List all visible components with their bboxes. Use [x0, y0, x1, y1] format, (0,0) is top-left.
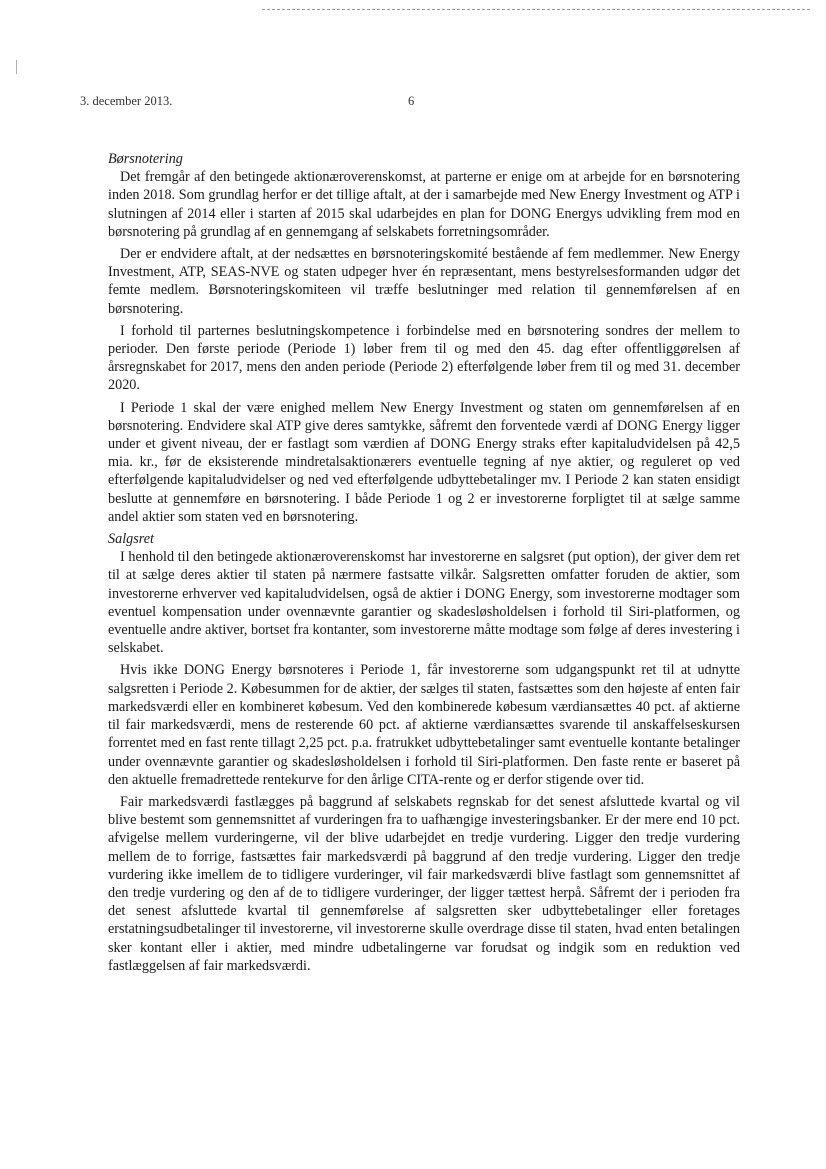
paragraph: Fair markedsværdi fastlægges på baggrund af selskabets regnskab for det senest afsluttede kvartal og vil blive bestemt som gennemsnittet af vurderingen fra to uafhængige investeringsbanker. Er der mere end 10 pct. afvigelse mellem vurderingerne, vil der blive udarbejdet en tredje vurdering. Ligger den tredje vurdering mellem de to forrige, fastsættes fair markedsværdi på baggrund af den tredje vurdering. Ligger den tredje vurdering ikke imellem de to tidligere vurderinger, vil fair markedsværdi blive fastlagt som gennemsnittet af den tredje vurdering og den af de to tidligere vurderinger, der ligger tættest herpå. Såfremt der i perioden fra det senest afsluttede kvartal til gennemførelse af salgsretten sker udbyttebetalinger eller foretages erstatningsudbetalinger til investorerne, vil investorerne skulle overdrage disse til staten, hvad enten betalingen sker kontant eller i aktier, med mindre udbetalingerne var forudsat og indgik som en reduktion ved fastlæggelsen af fair markedsværdi.	[108, 793, 740, 974]
section-heading: Salgsret	[108, 531, 154, 548]
scan-artifact-mark	[16, 60, 17, 74]
page-number: 6	[408, 94, 415, 108]
paragraph: Hvis ikke DONG Energy børsnoteres i Periode 1, får investorerne som udgangspunkt ret til at udnytte salgsretten i Periode 2. Købesummen for de aktier, der sælges til staten, fastsættes som den højeste af enten fair markedsværdi eller en kombineret købesum. Ved den kombinerede købesum værdiansættes 40 pct. af aktierne til fair markedsværdi, mens de resterende 60 pct. af aktierne værdiansættes svarende til anskaffelseskursen forrentet med en fast rente tillagt 2,25 pct. p.a. fratrukket udbyttebetalinger samt eventuelle kontante betalinger under ovennævnte garantier og skadesløsholdelsen i forhold til Siri-platformen. Den faste rente er baseret på den aktuelle fremadrettede rentekurve for den årlige CITA-rente og er derfor stigende over tid.	[108, 662, 740, 788]
section-salgsret	[108, 530, 740, 975]
paragraph: I henhold til den betingede aktionæroverenskomst har investorerne en salgsret (put option), der giver dem ret til at sælge deres aktier til staten på nærmere fastsatte vilkår. Salgsretten omfatter foruden de aktier, som investorerne erhverver ved kapitaludvidelsen, også de aktier i DONG Energy, som investorerne modtager som eventuel kompensation under ovennævnte garantier og skadesløsholdelsen i forhold til Siri-platformen, og eventuelle andre aktiver, bortset fra kontanter, som investorerne måtte modtage som følge af deres investering i selskabet.	[108, 549, 740, 657]
document-body	[108, 150, 740, 979]
paragraph: I forhold til parternes beslutningskompetence i forbindelse med en børsnotering sondres der mellem to perioder. Den første periode (Periode 1) løber frem til og med den 45. dag efter offentliggørelsen af årsregnskabet for 2017, mens den anden periode (Periode 2) efterfølgende løber frem til og med 31. december 2020.	[108, 322, 740, 394]
header-date: 3. december 2013.	[80, 94, 173, 108]
section-borsnotering	[108, 150, 740, 526]
paragraph: I Periode 1 skal der være enighed mellem New Energy Investment og staten om gennemførelsen af en børsnotering. Endvidere skal ATP give deres samtykke, såfremt den forventede værdi af DONG Energy ligger under et givent niveau, der er fastlagt som værdien af DONG Energy straks efter kapitaludvidelsen på 42,5 mia. kr., før de eksisterende mindretalsaktionærers eventuelle tegning af nye aktier, og reguleret op ved efterfølgende kapitaludvidelser og ned ved efterfølgende udbyttebetalinger mv. I Periode 2 kan staten ensidigt beslutte at gennemføre en børsnotering. I både Periode 1 og 2 er investorerne forpligtet til at sælge samme andel aktier som staten ved en børsnotering.	[108, 399, 740, 525]
paragraph: Der er endvidere aftalt, at der nedsættes en børsnoteringskomité bestående af fem medlemmer. New Energy Investment, ATP, SEAS-NVE og staten udpeger hver én repræsentant, mens bestyrelsesformanden udgør det femte medlem. Børsnoteringskomiteen vil træffe beslutninger med relation til gennemførelsen af en børsnotering.	[108, 246, 740, 317]
paragraph: Det fremgår af den betingede aktionæroverenskomst, at parterne er enige om at arbejde for en børsnotering inden 2018. Som grundlag herfor er det tillige aftalt, at der i samarbejde med New Energy Investment og ATP i slutningen af 2014 eller i starten af 2015 skal udarbejdes en plan for DONG Energys udvikling frem mod en børsnotering på grundlag af en gennemgang af selskabets forretningsområder.	[108, 169, 740, 240]
section-heading: Børsnotering	[108, 151, 183, 167]
scan-artifact-line	[262, 9, 810, 10]
